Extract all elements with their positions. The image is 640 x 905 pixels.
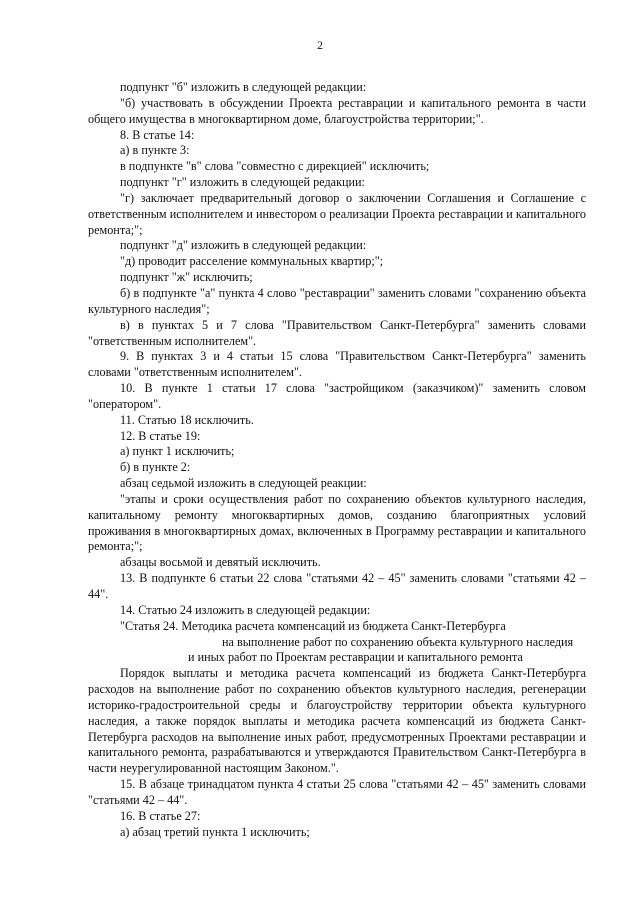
article-heading-line: и иных работ по Проектам реставрации и капитального ремонта bbox=[188, 650, 523, 665]
paragraph: "этапы и сроки осуществления работ по сохранению объектов культурного наследия, капитальному ремонту многоквартирных домов, созданию благоприятных условий проживания в многоквартирных домах, включенных в Программу реставрации и капитального ремонта;"; bbox=[88, 491, 586, 554]
paragraph: абзацы восьмой и девятый исключить. bbox=[120, 555, 321, 570]
paragraph: 9. В пунктах 3 и 4 статьи 15 слова "Правительством Санкт-Петербурга" заменить словами "ответственным исполнителем". bbox=[88, 349, 586, 380]
paragraph: "д) проводит расселение коммунальных квартир;"; bbox=[120, 254, 384, 269]
paragraph: а) пункт 1 исключить; bbox=[120, 444, 235, 459]
paragraph: б) в пункте 2: bbox=[120, 460, 191, 475]
article-heading-line: "Статья 24. Методика расчета компенсаций из бюджета Санкт-Петербурга bbox=[120, 618, 506, 633]
article-heading-line: на выполнение работ по сохранению объекта культурного наследия bbox=[222, 634, 574, 649]
paragraph: абзац седьмой изложить в следующей реакции: bbox=[120, 476, 367, 491]
paragraph: 14. Статью 24 изложить в следующей редакции: bbox=[120, 602, 371, 617]
paragraph: "г) заключает предварительный договор о заключении Соглашения и Соглашение с ответственным исполнителем и инвестором о реализации Проекта реставрации и капитального ремонта;"; bbox=[88, 190, 586, 237]
paragraph: подпункт "д" изложить в следующей редакции: bbox=[120, 238, 367, 253]
paragraph: 13. В подпункте 6 статьи 22 слова "статьями 42 – 45" заменить словами "статьями 42 – 44". bbox=[88, 571, 586, 601]
paragraph: подпункт "г" изложить в следующей редакции: bbox=[120, 175, 365, 190]
paragraph: 16. В статье 27: bbox=[120, 808, 201, 823]
paragraph: б) в подпункте "а" пункта 4 слово "реставрации" заменить словами "сохранению объекта культурного наследия"; bbox=[88, 285, 586, 316]
paragraph: 8. В статье 14: bbox=[120, 127, 195, 142]
paragraph: 15. В абзаце тринадцатом пункта 4 статьи 25 слова "статьями 42 – 45" заменить словами "статьями 42 – 44". bbox=[88, 777, 586, 807]
page-number: 2 bbox=[317, 38, 323, 52]
paragraph: а) в пункте 3: bbox=[120, 143, 190, 158]
paragraph: подпункт "ж" исключить; bbox=[120, 270, 253, 285]
paragraph: 11. Статью 18 исключить. bbox=[120, 412, 254, 427]
paragraph: 10. В пункте 1 статьи 17 слова "застройщиком (заказчиком)" заменить словом "оператором". bbox=[88, 381, 586, 411]
paragraph: подпункт "б" изложить в следующей редакции: bbox=[120, 80, 367, 94]
paragraph: в) в пунктах 5 и 7 слова "Правительством Санкт-Петербурга" заменить словами "ответственным исполнителем". bbox=[88, 317, 586, 348]
paragraph: 12. В статье 19: bbox=[120, 428, 201, 443]
paragraph: Порядок выплаты и методика расчета компенсаций из бюджета Санкт-Петербурга расходов на выполнение работ по сохранению объектов культурного наследия, регенерации историко-градостроительной среды и благоустройству территории объекта культурного наследия, а также порядок выплаты и методика расчета компенсаций из бюджета Санкт-Петербурга расходов на выполнение иных работ, предусмотренных Проектами реставрации и капитального ремонта, разрабатываются и утверждаются Правительством Санкт-Петербурга в части неурегулированной настоящим Законом.". bbox=[88, 666, 586, 776]
paragraph: в подпункте "в" слова "совместно с дирекцией" исключить; bbox=[120, 159, 430, 174]
document-body bbox=[88, 80, 586, 841]
paragraph: а) абзац третий пункта 1 исключить; bbox=[120, 824, 310, 839]
paragraph: "б) участвовать в обсуждении Проекта реставрации и капитального ремонта в части общего имущества в многоквартирном доме, благоустройства территории;". bbox=[88, 95, 586, 126]
